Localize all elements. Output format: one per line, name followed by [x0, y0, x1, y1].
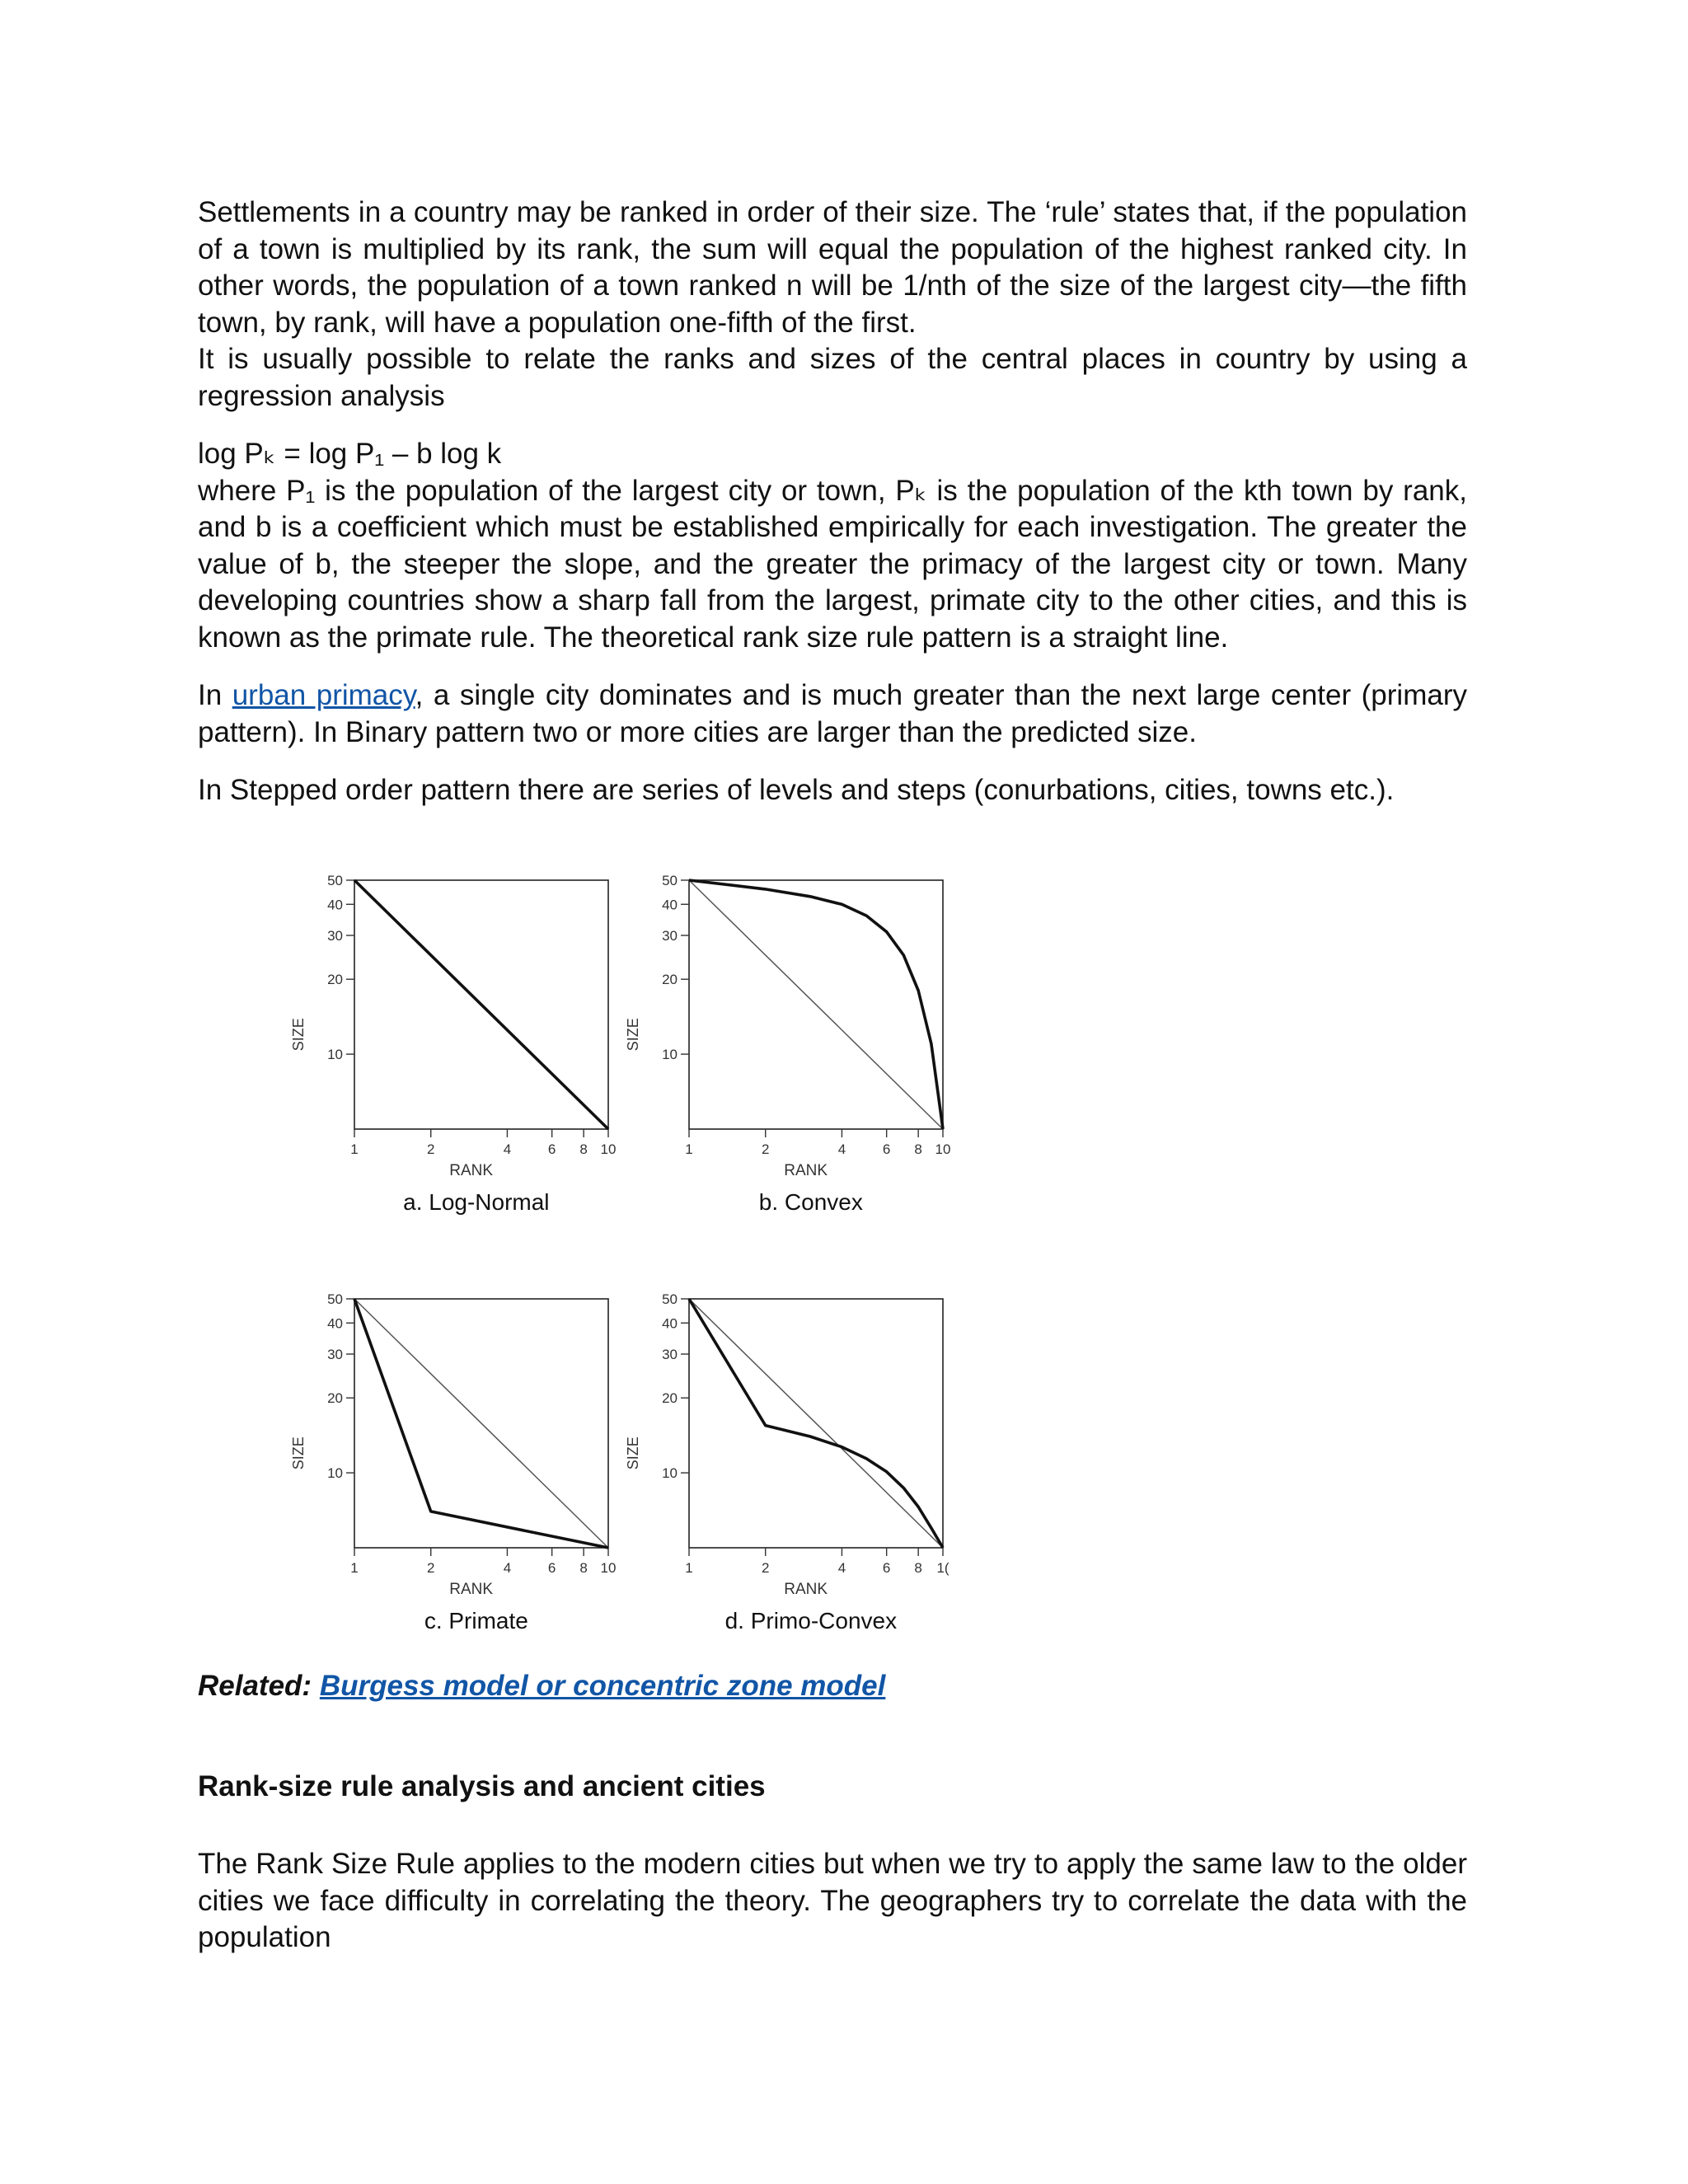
chart-2-x-tick-label: 1 [685, 1141, 693, 1157]
chart-4-title: d. Primo-Convex [724, 1608, 898, 1633]
closing-text [198, 1846, 1467, 1957]
chart-2-x-axis-label: RANK [784, 1162, 828, 1179]
chart-4-y-tick-label: 50 [662, 1291, 678, 1307]
formula: log Pₖ = log P₁ – b log k [198, 438, 502, 470]
related-line [198, 1670, 885, 1703]
chart-4-x-tick-label: 1( [936, 1560, 950, 1576]
chart-3-x-tick-label: 10 [600, 1560, 617, 1576]
paragraph-stepped-order: In Stepped order pattern there are series of levels and steps (conurbations, cities, towns etc.). [198, 774, 1395, 806]
chart-3-y-tick-label: 20 [327, 1390, 343, 1407]
chart-4-x-tick-label: 4 [837, 1560, 846, 1576]
chart-1-series-observed [354, 880, 608, 1129]
chart-1-x-axis-label: RANK [449, 1162, 494, 1179]
related-link[interactable]: Burgess model or concentric zone model [319, 1670, 886, 1702]
chart-4-y-tick-label: 30 [662, 1346, 678, 1362]
chart-2-y-tick-label: 10 [662, 1047, 678, 1063]
chart-3-x-axis-label: RANK [449, 1581, 494, 1598]
chart-3-x-tick-label: 6 [547, 1560, 556, 1576]
chart-4-y-tick-label: 40 [662, 1315, 678, 1332]
chart-3-x-tick-label: 2 [426, 1560, 435, 1576]
chart-2-x-tick-label: 2 [761, 1141, 770, 1157]
chart-2-x-tick-label: 8 [914, 1141, 922, 1157]
chart-1-x-tick-label: 2 [426, 1141, 435, 1157]
closing-paragraph: The Rank Size Rule applies to the modern cities but when we try to apply the same law to the older cities we face difficulty in correlating the theory. The geographers try to correlate the data with the population [198, 1848, 1467, 1953]
chart-1-y-tick-label: 50 [327, 873, 343, 888]
rank-size-figure [264, 867, 989, 1658]
chart-2-x-tick-label: 10 [935, 1141, 951, 1157]
paragraph-urban-primacy [198, 677, 1467, 751]
chart-4-x-tick-label: 1 [685, 1560, 693, 1576]
paragraph-rank-size-rule: Settlements in a country may be ranked in order of their size. The ‘rule’ states that, if the population of a town is multiplied by its rank, the sum will equal the population of the highest ranked city. In other words, the population of a town ranked n will be 1/nth of the size of the largest city—the fifth town, by rank, will have a population one-fifth of the first. [198, 196, 1467, 339]
chart-2-y-tick-label: 20 [662, 972, 678, 988]
paragraph-regression: It is usually possible to relate the ranks and sizes of the central places in country by using a regression analysis [198, 343, 1467, 412]
chart-1-y-tick-label: 10 [327, 1047, 343, 1063]
chart-2-title: b. Convex [758, 1189, 863, 1215]
chart-2-y-tick-label: 50 [662, 873, 678, 888]
chart-2-y-axis-label: SIZE [625, 1018, 641, 1052]
chart-4-y-axis-label: SIZE [625, 1436, 641, 1470]
chart-2-x-tick-label: 6 [882, 1141, 891, 1157]
chart-4-x-tick-label: 8 [914, 1560, 922, 1576]
related-label: Related: [198, 1670, 312, 1702]
chart-3-title: c. Primate [424, 1608, 528, 1633]
chart-3-x-tick-label: 8 [579, 1560, 588, 1576]
chart-1-y-tick-label: 40 [327, 897, 343, 913]
chart-1-y-tick-label: 20 [327, 972, 343, 988]
chart-4-x-tick-label: 2 [761, 1560, 770, 1576]
chart-1-x-tick-label: 4 [503, 1141, 512, 1157]
chart-2-y-tick-label: 30 [662, 927, 678, 944]
chart-2-series-rank-size-line [689, 880, 943, 1129]
chart-3-y-tick-label: 10 [327, 1465, 343, 1482]
chart-3-y-tick-label: 50 [327, 1291, 343, 1307]
chart-2-x-tick-label: 4 [837, 1141, 846, 1157]
urban-primacy-link[interactable]: urban primacy [232, 679, 415, 711]
chart-3-series-rank-size-line [354, 1299, 608, 1548]
paragraph-coefficient: where P₁ is the population of the largest city or town, Pₖ is the population of the kth town by rank, and b is a coefficient which must be established empirically for each investigation. The greater the value of b, the steeper the slope, and the greater the primacy of the largest city or town. Many developing countries show a sharp fall from the largest, primate city to the other cities, and this is known as the primate rule. The theoretical rank size rule pattern is a straight line. [198, 474, 1467, 654]
chart-4-y-tick-label: 20 [662, 1390, 678, 1407]
urban-primacy-prefix: In [198, 679, 232, 711]
chart-4-series-rank-size-line [689, 1299, 943, 1548]
urban-primacy-suffix: , a single city dominates and is much greater than the next large center (primary pattern). In Binary pattern two or more cities are larger than the predicted size. [198, 679, 1467, 748]
chart-4-x-tick-label: 6 [882, 1560, 891, 1576]
chart-1-y-axis-label: SIZE [290, 1018, 307, 1052]
section-heading: Rank-size rule analysis and ancient cities [198, 1770, 766, 1802]
chart-2-y-tick-label: 40 [662, 897, 678, 913]
chart-1-x-tick-label: 6 [547, 1141, 556, 1157]
chart-3-y-tick-label: 30 [327, 1346, 343, 1362]
chart-1-title: a. Log-Normal [403, 1189, 550, 1215]
chart-1-x-tick-label: 10 [600, 1141, 617, 1157]
chart-4-x-axis-label: RANK [784, 1581, 828, 1598]
chart-3-x-tick-label: 4 [503, 1560, 512, 1576]
article-body [198, 194, 1467, 809]
chart-1-x-tick-label: 1 [350, 1141, 359, 1157]
chart-1-x-tick-label: 8 [579, 1141, 588, 1157]
chart-4-y-tick-label: 10 [662, 1465, 678, 1482]
chart-3-y-axis-label: SIZE [290, 1436, 307, 1470]
rank-size-charts [264, 867, 989, 1658]
chart-3-y-tick-label: 40 [327, 1315, 343, 1332]
chart-1-y-tick-label: 30 [327, 927, 343, 944]
chart-3-x-tick-label: 1 [350, 1560, 359, 1576]
